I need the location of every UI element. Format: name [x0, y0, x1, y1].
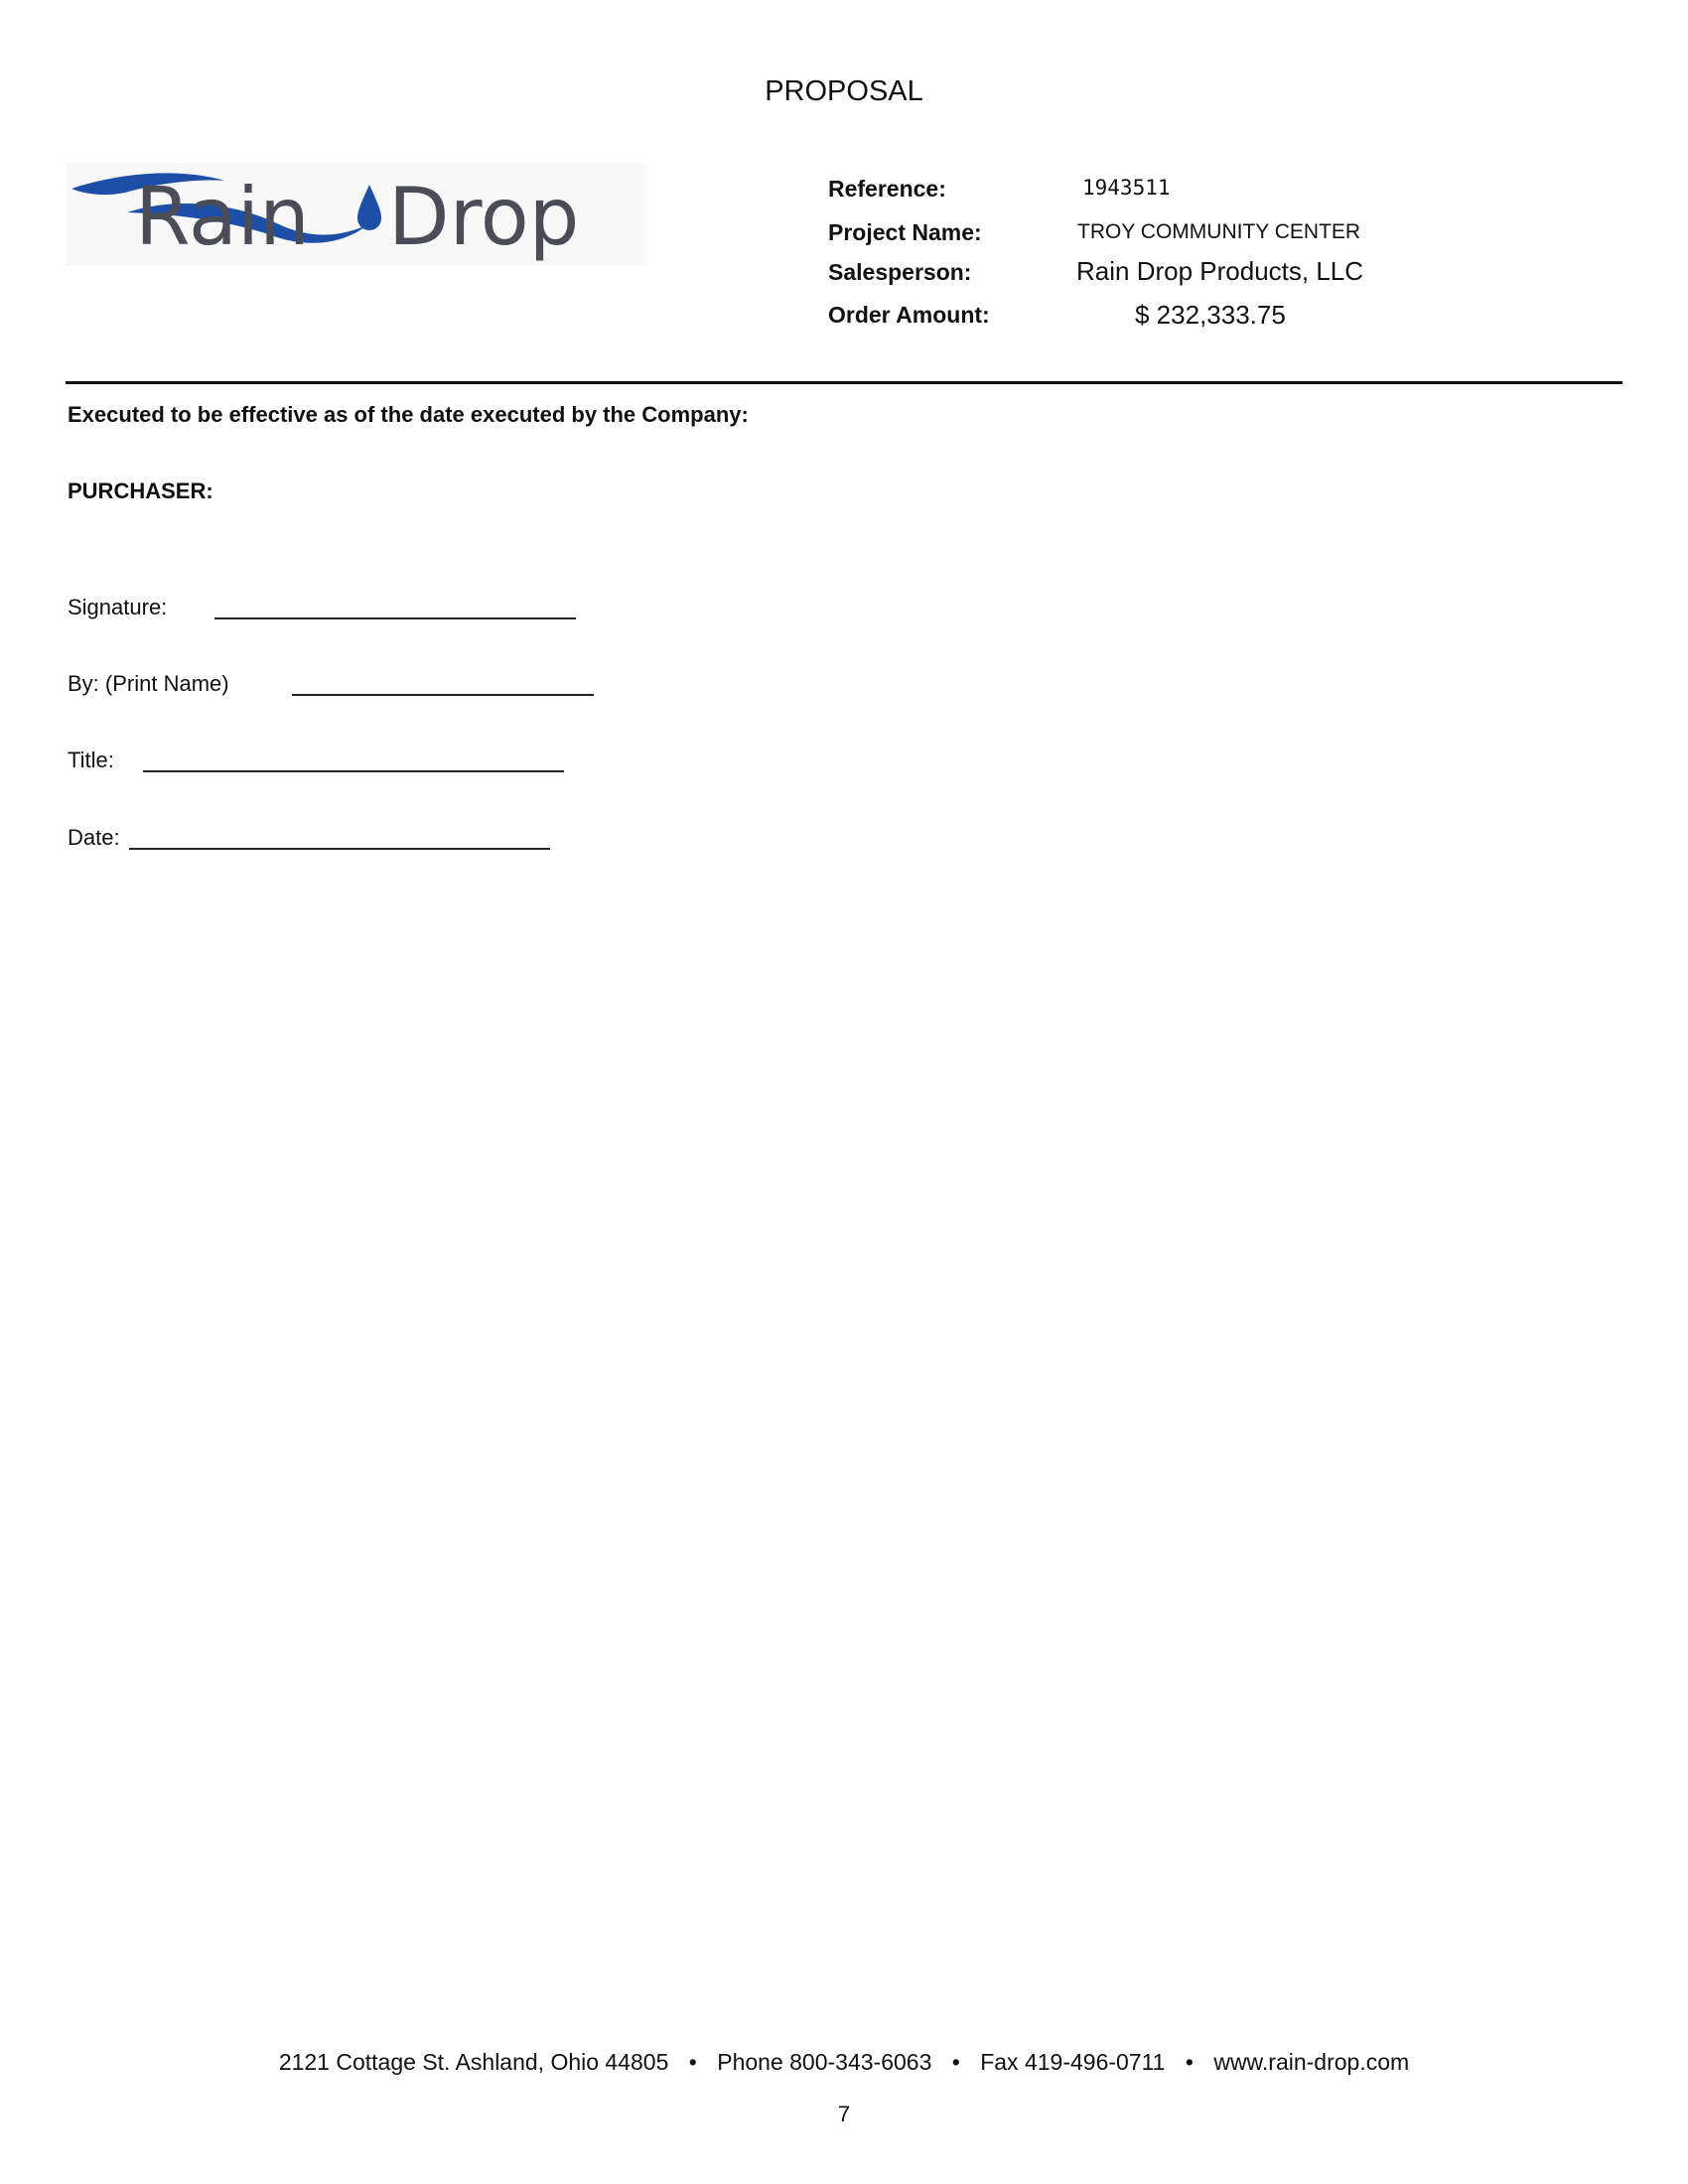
footer-bullet: • [951, 2049, 960, 2075]
rain-drop-logo [66, 163, 647, 266]
footer-fax: Fax 419-496-0711 [980, 2049, 1166, 2075]
logo-word-rain: Rain [135, 171, 310, 263]
raindrop-icon [357, 185, 381, 230]
header-divider [66, 381, 1622, 384]
date-label: Date: [68, 825, 120, 850]
order-amount-value: $ 232,333.75 [1135, 300, 1286, 330]
footer-bullet: • [1185, 2049, 1194, 2075]
reference-label: Reference: [828, 176, 946, 202]
purchaser-heading: PURCHASER: [68, 478, 213, 503]
rain-drop-logo-graphic [66, 163, 647, 266]
footer-address: 2121 Cottage St. Ashland, Ohio 44805 [278, 2049, 669, 2075]
signature-label: Signature: [68, 595, 168, 619]
title-line[interactable] [143, 770, 564, 772]
logo-word-drop: Drop [388, 171, 580, 263]
print-name-line[interactable] [292, 694, 594, 696]
footer-phone: Phone 800-343-6063 [717, 2049, 932, 2075]
footer-website[interactable]: www.rain-drop.com [1213, 2049, 1410, 2075]
order-amount-label: Order Amount: [828, 302, 990, 328]
page-number: 7 [837, 2102, 851, 2126]
footer-bullet: • [688, 2049, 697, 2075]
project-name-label: Project Name: [828, 219, 982, 245]
date-line[interactable] [129, 848, 550, 850]
footer-contact [0, 2049, 1688, 2076]
salesperson-label: Salesperson: [828, 259, 972, 285]
document-title: PROPOSAL [765, 75, 923, 107]
salesperson-value: Rain Drop Products, LLC [1076, 256, 1364, 286]
project-name-value: TROY COMMUNITY CENTER [1077, 220, 1361, 243]
title-label: Title: [68, 748, 114, 772]
signature-line[interactable] [214, 617, 576, 619]
print-name-label: By: (Print Name) [68, 671, 229, 696]
executed-statement: Executed to be effective as of the date executed by the Company: [68, 402, 749, 427]
reference-value: 1943511 [1082, 176, 1171, 200]
